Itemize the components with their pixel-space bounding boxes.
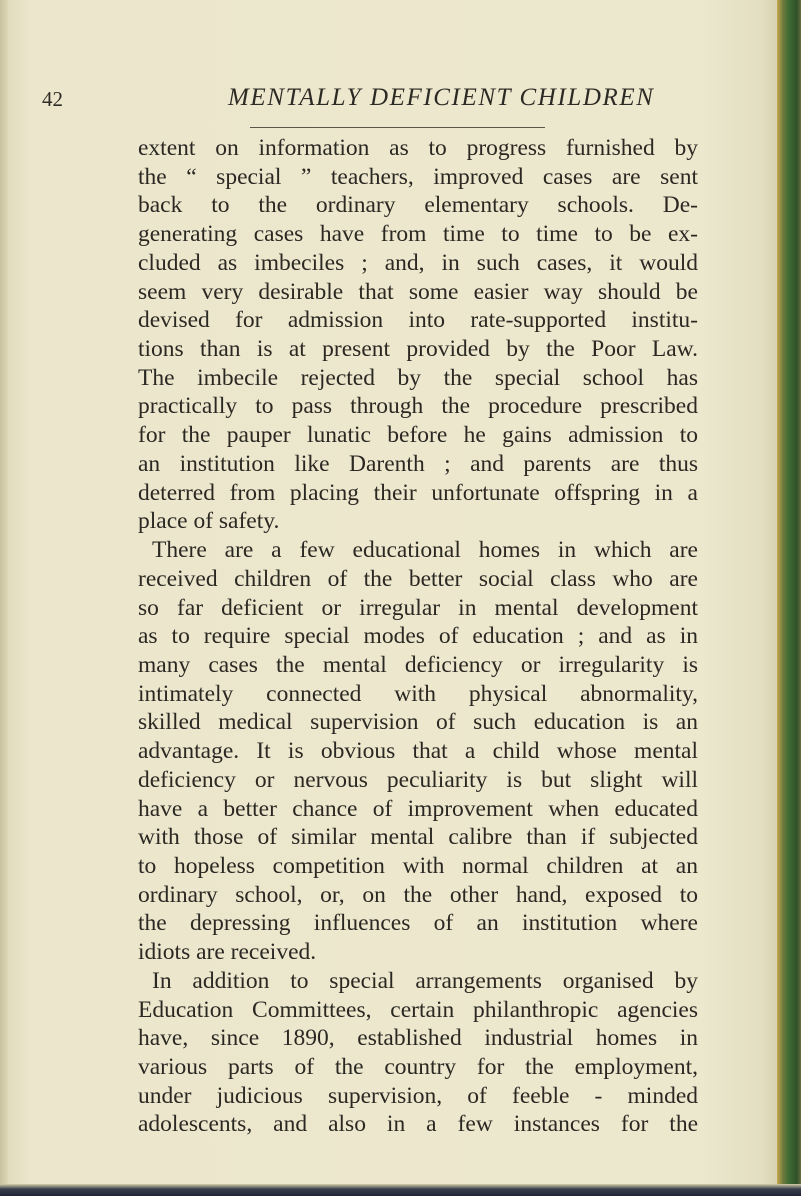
text-line: devised for admission into rate-supported institu- (138, 307, 698, 334)
text-line: idiots are received. (138, 939, 317, 966)
text-line: tions than is at present provided by the Poor Law. (138, 336, 698, 363)
text-line: under judicious supervision, of feeble - minded (138, 1082, 698, 1109)
text-line: There are a few educational homes in which are (152, 537, 698, 564)
text-line: as to require special modes of education ; and as in (138, 623, 698, 650)
text-line: so far deficient or irregular in mental development (138, 594, 698, 621)
body-text (138, 134, 698, 1139)
text-line: cluded as imbeciles ; and, in such cases, it would (138, 249, 698, 276)
text-line: various parts of the country for the employment, (138, 1054, 698, 1080)
text-line: have a better chance of improvement when educated (138, 795, 698, 822)
text-line: many cases the mental deficiency or irregularity is (138, 651, 698, 678)
text-line: deterred from placing their unfortunate offspring in a (138, 479, 698, 506)
page-header (42, 84, 742, 114)
text-line: adolescents, and also in a few instances for the (138, 1111, 698, 1138)
page-left-edge (0, 0, 8, 1196)
text-line: generating cases have from time to time to be ex- (138, 221, 698, 248)
text-line: received children of the better social class who are (138, 565, 698, 592)
page-number: 42 (42, 87, 63, 111)
text-line: back to the ordinary elementary schools. De- (138, 192, 698, 219)
text-line: to hopeless competition with normal children at an (138, 852, 698, 879)
text-line: Education Committees, certain philanthropic agencies (138, 996, 698, 1023)
text-line: with those of similar mental calibre than if subjected (138, 824, 698, 851)
text-line: The imbecile rejected by the special school has (138, 364, 698, 391)
text-line: practically to pass through the procedure prescribed (138, 393, 698, 420)
header-rule (250, 127, 545, 128)
text-line: deficiency or nervous peculiarity is but slight will (138, 766, 698, 793)
text-line: skilled medical supervision of such education is an (138, 709, 698, 736)
text-line: ordinary school, or, on the other hand, exposed to (138, 881, 698, 908)
text-line: have, since 1890, established industrial homes in (138, 1025, 698, 1052)
text-line: In addition to special arrangements organised by (152, 967, 698, 994)
text-line: place of safety. (138, 508, 280, 535)
text-line: seem very desirable that some easier way should be (138, 278, 698, 305)
text-line: for the pauper lunatic before he gains admission to (138, 422, 698, 449)
book-spine (777, 0, 801, 1196)
text-line: an institution like Darenth ; and parents are thus (138, 450, 698, 477)
text-line: intimately connected with physical abnormality, (138, 680, 698, 707)
book-bottom-edge (0, 1184, 801, 1196)
text-line: advantage. It is obvious that a child whose mental (138, 738, 698, 765)
text-line: the depressing influences of an institution where (138, 910, 698, 937)
text-line: extent on information as to progress furnished by (138, 135, 698, 161)
text-line: the “ special ” teachers, improved cases are sent (138, 163, 698, 190)
running-title: MENTALLY DEFICIENT CHILDREN (228, 84, 655, 111)
